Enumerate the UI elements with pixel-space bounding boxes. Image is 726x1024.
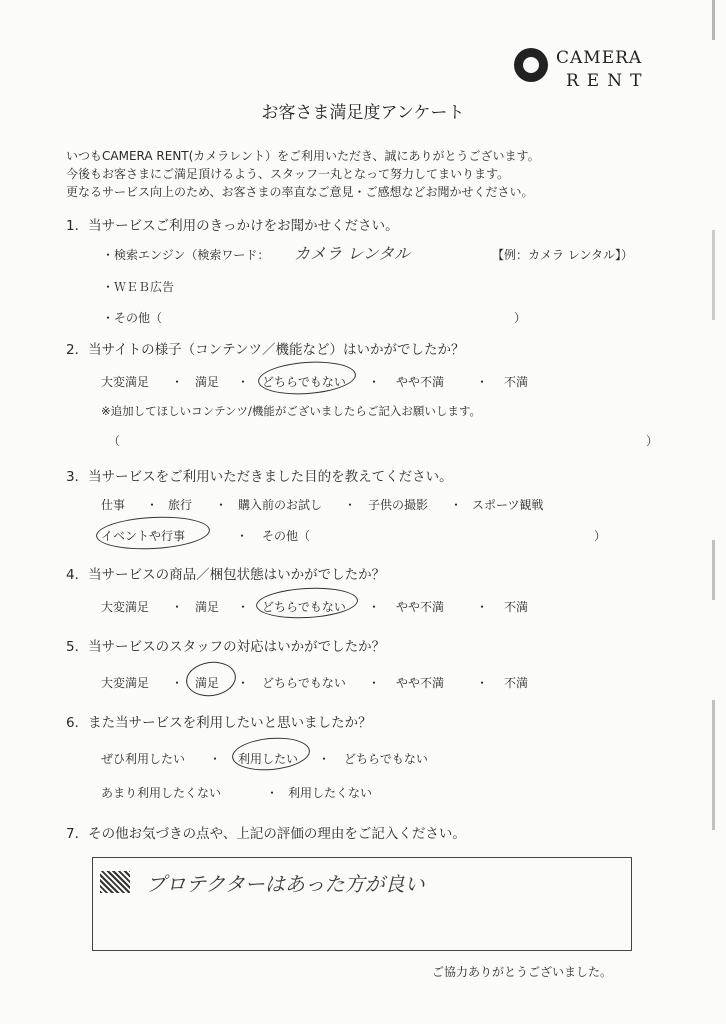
q6-opt-neutral: どちらでもない (344, 752, 428, 766)
thanks-message: ご協力ありがとうございました。 (432, 965, 613, 979)
q5-opt-very-satisfied: 大変満足 (101, 676, 150, 690)
q6-opt-do-not-want: 利用したくない (288, 786, 373, 800)
q4-opt-dissatisfied: 不満 (504, 600, 529, 614)
q5-opt-dissatisfied: 不満 (504, 676, 529, 690)
q3-sep: ・ (450, 498, 463, 512)
q2-sep: ・ (171, 375, 184, 389)
q2-opt-dissatisfied: 不満 (504, 375, 529, 389)
q3-opt-work: 仕事 (101, 498, 126, 512)
q4-sep: ・ (237, 600, 250, 614)
q1-web-ad: ・ＷＥＢ広告 (102, 280, 175, 294)
q2-opt-neutral: どちらでもない (262, 375, 346, 389)
scan-edge-mark (712, 0, 715, 40)
q4-opt-neutral: どちらでもない (262, 600, 346, 614)
survey-title: お客さま満足度アンケート (261, 103, 465, 123)
logo-line1: CAMERA (556, 48, 643, 68)
q3-sep: ・ (215, 498, 228, 512)
q4-sep: ・ (368, 600, 381, 614)
q7-answer: プロテクターはあった方が良い (146, 872, 425, 896)
q3-opt-travel: 旅行 (168, 498, 193, 512)
question-3: 3．当サービスをご利用いただきました目的を教えてください。 (66, 469, 453, 485)
q4-opt-satisfied: 満足 (195, 600, 220, 614)
q3-close-paren: ） (594, 529, 607, 543)
q6-opt-not-really: あまり利用したくない (101, 786, 222, 800)
q4-sep: ・ (171, 600, 184, 614)
q3-sep: ・ (344, 498, 357, 512)
q5-sep: ・ (237, 676, 250, 690)
scribble-mark-icon (100, 871, 130, 893)
q4-sep: ・ (476, 600, 489, 614)
q2-opt-very-satisfied: 大変満足 (101, 375, 150, 389)
q1-search-engine: ・検索エンジン（検索ワード： (102, 248, 270, 262)
intro-line-1: いつもCAMERA RENT(カメラレント）をご利用いただき、誠にありがとうございます。 (66, 149, 540, 163)
q2-opt-satisfied: 満足 (195, 375, 220, 389)
scan-edge-mark (712, 540, 715, 600)
q2-note: ※追加してほしいコンテンツ/機能がございましたらご記入お願いします。 (101, 404, 482, 418)
scan-edge-mark (712, 700, 715, 830)
logo-line2: RENT (566, 71, 650, 91)
question-1: 1．当サービスご利用のきっかけをお聞かせください。 (66, 218, 399, 234)
q4-selected-circle (255, 585, 358, 620)
q3-selected-circle (95, 514, 211, 552)
q2-sep: ・ (368, 375, 381, 389)
q2-close-paren: ） (646, 434, 659, 448)
q2-opt-somewhat-dissatisfied: やや不満 (396, 375, 445, 389)
q5-sep: ・ (368, 676, 381, 690)
intro-line-2: 今後もお客さまにご満足頂けるよう、スタッフ一丸となって努力してまいります。 (66, 167, 510, 181)
q5-opt-satisfied: 満足 (195, 676, 220, 690)
q2-open-paren: （ (108, 434, 121, 448)
question-6: 6．また当サービスを利用したいと思いましたか？ (66, 715, 372, 731)
q5-opt-somewhat-dissatisfied: やや不満 (396, 676, 445, 690)
question-4: 4．当サービスの商品／梱包状態はいかがでしたか？ (66, 567, 386, 583)
q3-opt-trial: 購入前のお試し (238, 498, 323, 512)
q6-selected-circle (231, 735, 311, 774)
q2-selected-circle (257, 359, 357, 398)
q6-opt-definitely: ぜひ利用したい (101, 752, 186, 766)
q6-sep: ・ (318, 752, 331, 766)
q6-sep: ・ (266, 786, 279, 800)
q5-selected-circle (184, 659, 238, 700)
q2-sep: ・ (237, 375, 250, 389)
question-7: 7．その他お気づきの点や、上記の評価の理由をご記入ください。 (66, 826, 466, 842)
q3-opt-sports: スポーツ観戦 (472, 498, 544, 512)
q3-opt-children: 子供の撮影 (368, 498, 429, 512)
intro-line-3: 更なるサービス向上のため、お客さまの率直なご意見・ご感想などお聞かせください。 (66, 185, 534, 199)
q6-sep: ・ (209, 752, 222, 766)
q3-opt-event: イベントや行事 (101, 529, 186, 543)
q5-opt-neutral: どちらでもない (262, 676, 346, 690)
q6-opt-want-to-use: 利用したい (238, 752, 299, 766)
q5-sep: ・ (171, 676, 184, 690)
q1-search-example: 【例：カメラ レンタル】） (492, 248, 634, 262)
question-5: 5．当サービスのスタッフの対応はいかがでしたか？ (66, 639, 386, 655)
q5-sep: ・ (476, 676, 489, 690)
question-2: 2．当サイトの様子（コンテンツ／機能など）はいかがでしたか？ (66, 342, 465, 358)
scan-edge-mark (712, 230, 715, 320)
q2-sep: ・ (476, 375, 489, 389)
q3-opt-other: その他（ (262, 529, 311, 543)
q1-search-answer: カメラ レンタル (294, 244, 411, 263)
q4-opt-somewhat-dissatisfied: やや不満 (396, 600, 445, 614)
q1-other-close: ） (514, 311, 527, 325)
q3-sep: ・ (236, 529, 249, 543)
camera-shutter-logo-icon (514, 48, 548, 82)
q1-other: ・その他（ (102, 311, 163, 325)
q4-opt-very-satisfied: 大変満足 (101, 600, 150, 614)
q3-sep: ・ (146, 498, 159, 512)
